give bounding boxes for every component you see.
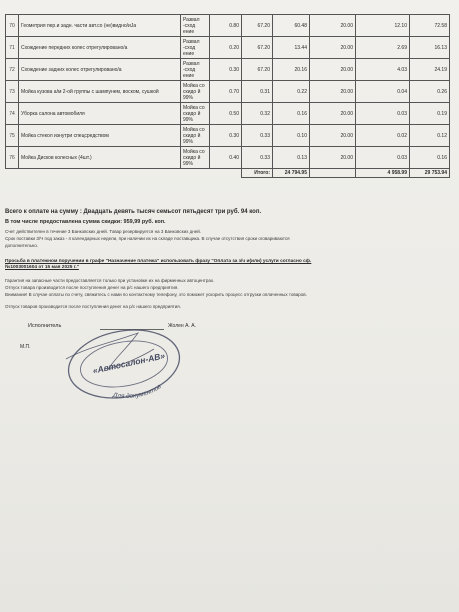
total-with-vat: 0.26 — [410, 81, 450, 103]
total-with-vat: 0.12 — [410, 125, 450, 147]
price: 67.20 — [242, 59, 273, 81]
svg-text:«Автосалон-АВ» — [92, 350, 166, 375]
row-number: 71 — [6, 37, 19, 59]
service-name: Схождение передних колес отрегулировано/а — [19, 37, 181, 59]
table-row — [6, 59, 450, 81]
quantity: 0.40 — [210, 147, 242, 169]
vat-rate: 20.00 — [310, 147, 356, 169]
table-row — [6, 125, 450, 147]
note-warranty: Гарантия на запасные части предоставляется только при установке их на фирменных автоцентрах. — [5, 278, 215, 283]
price: 0.33 — [242, 147, 273, 169]
payment-requirement: Просьба в платежном поручении в графе "Назначение платежа" использовать фразу "Оплата за з/ч и(или) услуги согласно сф. — [5, 259, 312, 264]
price: 0.33 — [242, 125, 273, 147]
unit: Развал -сход ение — [181, 15, 210, 37]
row-number: 76 — [6, 147, 19, 169]
vat-amount: 0.04 — [356, 81, 410, 103]
table-row — [6, 103, 450, 125]
vat-amount: 2.69 — [356, 37, 410, 59]
total-with-vat: 72.58 — [410, 15, 450, 37]
vat-amount: 4.03 — [356, 59, 410, 81]
quantity: 0.30 — [210, 59, 242, 81]
payment-requirement-cont: №1003001604 от 15 мая 2025 г." — [5, 265, 79, 270]
vat-amount: 0.02 — [356, 125, 410, 147]
total-with-vat: 0.19 — [410, 103, 450, 125]
quantity: 0.30 — [210, 125, 242, 147]
vat-rate: 20.00 — [310, 103, 356, 125]
stamp-company-name: «Автосалон-АВ» — [91, 350, 166, 376]
executor-name: Жолен А. А. — [168, 323, 196, 329]
totals-total: 29 753.94 — [410, 169, 450, 178]
service-name: Геометрия пер.и задн. части авт.со (не)видно/иЈа — [19, 15, 181, 37]
note-attention: Внимание! В случае оплаты по счету, свяжитесь с нами по контактному телефону, это поможет ускорить процесс отгрузки оплаченных товаров. — [5, 292, 307, 297]
vat-amount: 12.10 — [356, 15, 410, 37]
unit: Мойка со скидо й 99% — [181, 103, 210, 125]
amount: 0.10 — [273, 125, 310, 147]
row-number: 70 — [6, 15, 19, 37]
row-number: 72 — [6, 59, 19, 81]
svg-text:Для документов — [111, 383, 163, 400]
amount: 0.22 — [273, 81, 310, 103]
row-number: 75 — [6, 125, 19, 147]
amount: 20.16 — [273, 59, 310, 81]
quantity: 0.80 — [210, 15, 242, 37]
note-shipment: Отпуск товара производится после поступления денег на р/с нашего предприятия. — [5, 285, 179, 290]
table-row — [6, 147, 450, 169]
service-name: Схождение задних колес отрегулировано/а — [19, 59, 181, 81]
items-table — [5, 14, 450, 178]
service-name: Мойка кузова а/м 2-ой группы с шампунем, воском, сушкой — [19, 81, 181, 103]
service-name: Мойка стекол изнутри спецсредством — [19, 125, 181, 147]
note-validity: Счет действителен в течение 3 Банковских дней. Товар резервируется на 3 Банковских дней. — [5, 229, 201, 234]
service-name: Мойка Дисков колесных (4шт.) — [19, 147, 181, 169]
vat-rate: 20.00 — [310, 125, 356, 147]
total-with-vat: 24.19 — [410, 59, 450, 81]
quantity: 0.20 — [210, 37, 242, 59]
price: 0.32 — [242, 103, 273, 125]
unit: Мойка со скидо й 99% — [181, 125, 210, 147]
vat-rate: 20.00 — [310, 37, 356, 59]
unit: Мойка со скидо й 99% — [181, 147, 210, 169]
vat-rate: 20.00 — [310, 15, 356, 37]
unit: Развал -сход ение — [181, 37, 210, 59]
totals-label: Итого: — [242, 169, 273, 178]
totals-vat: 4 958.99 — [356, 169, 410, 178]
note-delivery: Срок поставки З/Ч под заказ - 4 календарных недели, при наличии их на складе поставщика. В случае отсутствия сроки оговариваются — [5, 236, 290, 241]
price: 0.31 — [242, 81, 273, 103]
table-row — [6, 15, 450, 37]
vat-amount: 0.03 — [356, 147, 410, 169]
total-with-vat: 16.13 — [410, 37, 450, 59]
note-release: Отпуск товаров производится после поступления денег на р/с нашего предприятия. — [5, 304, 181, 309]
totals-row — [6, 169, 450, 178]
row-number: 73 — [6, 81, 19, 103]
amount: 60.48 — [273, 15, 310, 37]
table-row — [6, 81, 450, 103]
amount: 0.16 — [273, 103, 310, 125]
price: 67.20 — [242, 15, 273, 37]
quantity: 0.50 — [210, 103, 242, 125]
quantity: 0.70 — [210, 81, 242, 103]
amount: 13.44 — [273, 37, 310, 59]
unit: Мойка со скидо й 99% — [181, 81, 210, 103]
vat-amount: 0.03 — [356, 103, 410, 125]
price: 67.20 — [242, 37, 273, 59]
total-with-vat: 0.16 — [410, 147, 450, 169]
totals-amount: 24 794.95 — [273, 169, 310, 178]
vat-rate: 20.00 — [310, 59, 356, 81]
stamp-place-label: М.П. — [20, 344, 31, 350]
discount-line: В том числе предоставлена сумма скидки: 959,99 руб. коп. — [5, 219, 166, 225]
note-delivery-cont: дополнительно. — [5, 243, 39, 248]
vat-rate: 20.00 — [310, 81, 356, 103]
company-stamp — [58, 325, 188, 403]
row-number: 74 — [6, 103, 19, 125]
amount: 0.13 — [273, 147, 310, 169]
executor-label: Исполнитель — [28, 323, 62, 329]
unit: Развал -сход ение — [181, 59, 210, 81]
table-row — [6, 37, 450, 59]
sum-in-words: Всего к оплате на сумму : Двадцать девять тысяч семьсот пятьдесят три руб. 94 коп. — [5, 209, 262, 215]
service-name: Уборка салона автомобиля — [19, 103, 181, 125]
stamp-subtitle: Для документов — [112, 383, 163, 401]
